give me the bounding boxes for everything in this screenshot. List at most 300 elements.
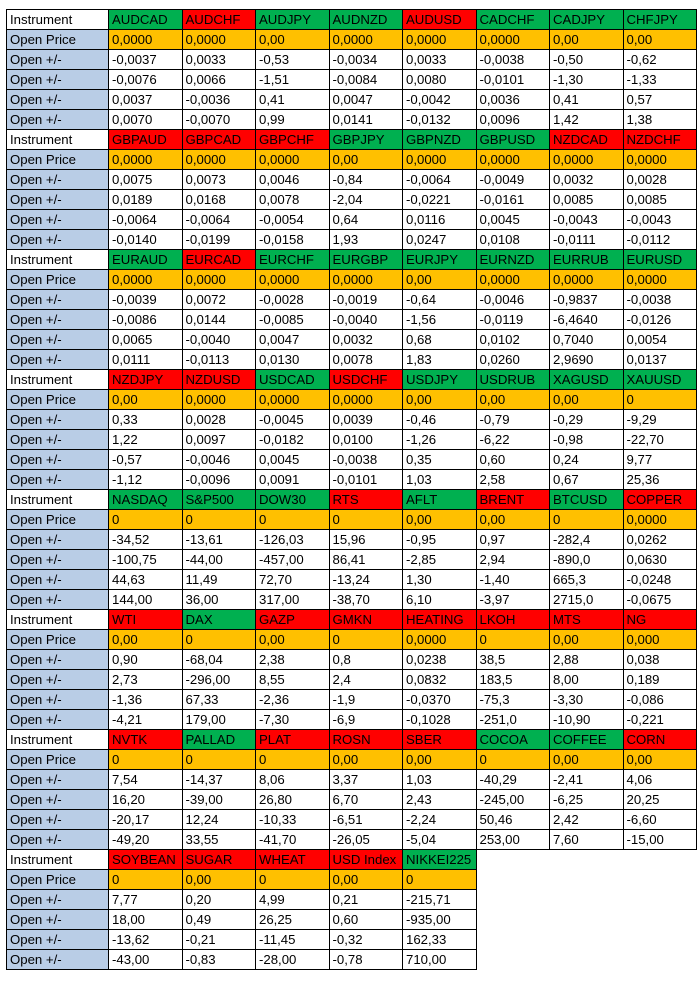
open-price-cell: 0,00 — [550, 390, 624, 410]
instrument-name-cell: EURCAD — [182, 250, 256, 270]
empty-cell — [623, 870, 697, 890]
instrument-name-cell: EURRUB — [550, 250, 624, 270]
open-change-cell: 7,60 — [550, 830, 624, 850]
open-change-cell: 0,0032 — [550, 170, 624, 190]
open-change-row — [7, 70, 697, 90]
row-label-open-price: Open Price — [7, 30, 109, 50]
open-change-cell: 0,41 — [550, 90, 624, 110]
open-price-cell: 0,0000 — [329, 270, 403, 290]
open-change-cell: -296,00 — [182, 670, 256, 690]
open-change-cell: -0,0045 — [256, 410, 330, 430]
open-change-cell: 0,0141 — [329, 110, 403, 130]
row-label-open-change: Open +/- — [7, 190, 109, 210]
open-change-cell: -0,79 — [476, 410, 550, 430]
open-change-cell: -0,0038 — [476, 50, 550, 70]
open-change-row — [7, 330, 697, 350]
open-change-cell: 0,64 — [329, 210, 403, 230]
open-change-cell: -5,04 — [403, 830, 477, 850]
open-price-cell: 0,0000 — [182, 30, 256, 50]
open-price-cell: 0,00 — [329, 750, 403, 770]
instrument-name-cell: GBPUSD — [476, 130, 550, 150]
open-price-cell: 0,0000 — [256, 270, 330, 290]
open-change-cell: -0,64 — [403, 290, 477, 310]
open-change-cell: -6,22 — [476, 430, 550, 450]
open-change-cell: 0,99 — [256, 110, 330, 130]
open-change-row — [7, 470, 697, 490]
open-price-cell: 0 — [182, 630, 256, 650]
open-change-cell: -7,30 — [256, 710, 330, 730]
empty-cell — [623, 930, 697, 950]
row-label-open-change: Open +/- — [7, 930, 109, 950]
open-change-cell: -1,36 — [109, 690, 183, 710]
open-change-row — [7, 910, 697, 930]
open-change-cell: -2,24 — [403, 810, 477, 830]
open-change-cell: 4,99 — [256, 890, 330, 910]
open-change-cell: 67,33 — [182, 690, 256, 710]
open-change-cell: 0,41 — [256, 90, 330, 110]
open-change-cell: -0,221 — [623, 710, 697, 730]
open-change-cell: 0,0102 — [476, 330, 550, 350]
open-change-cell: -38,70 — [329, 590, 403, 610]
instrument-name-cell: EURCHF — [256, 250, 330, 270]
open-change-cell: -0,0248 — [623, 570, 697, 590]
open-change-cell: -26,05 — [329, 830, 403, 850]
open-change-cell: 1,93 — [329, 230, 403, 250]
open-change-cell: 0,0073 — [182, 170, 256, 190]
open-price-cell: 0,00 — [403, 390, 477, 410]
open-change-row — [7, 210, 697, 230]
open-change-cell: -0,086 — [623, 690, 697, 710]
row-label-instrument: Instrument — [7, 730, 109, 750]
row-label-open-price: Open Price — [7, 150, 109, 170]
open-change-cell: 0,7040 — [550, 330, 624, 350]
empty-cell — [550, 870, 624, 890]
open-price-cell: 0,0000 — [550, 270, 624, 290]
open-change-cell: -75,3 — [476, 690, 550, 710]
open-change-cell: 9,77 — [623, 450, 697, 470]
open-change-cell: -4,21 — [109, 710, 183, 730]
open-price-cell: 0,0000 — [623, 270, 697, 290]
row-label-open-change: Open +/- — [7, 70, 109, 90]
open-change-cell: 0,0033 — [403, 50, 477, 70]
open-change-cell: 2,94 — [476, 550, 550, 570]
instrument-name-cell: EURUSD — [623, 250, 697, 270]
open-change-cell: -0,50 — [550, 50, 624, 70]
open-change-cell: -0,0112 — [623, 230, 697, 250]
open-change-cell: -0,0132 — [403, 110, 477, 130]
open-change-cell: -0,0064 — [182, 210, 256, 230]
instrument-name-cell: GBPJPY — [329, 130, 403, 150]
open-change-cell: -10,90 — [550, 710, 624, 730]
open-change-cell: -0,0043 — [623, 210, 697, 230]
empty-cell — [476, 930, 550, 950]
instrument-name-cell: AUDJPY — [256, 10, 330, 30]
instrument-name-cell: NZDUSD — [182, 370, 256, 390]
open-change-cell: 44,63 — [109, 570, 183, 590]
open-change-cell: -0,0076 — [109, 70, 183, 90]
open-price-cell: 0,00 — [403, 270, 477, 290]
open-change-cell: -0,0675 — [623, 590, 697, 610]
open-price-row — [7, 630, 697, 650]
instrument-name-cell: PLAT — [256, 730, 330, 750]
open-change-cell: -1,26 — [403, 430, 477, 450]
instrument-name-cell: GBPAUD — [109, 130, 183, 150]
instrument-name-cell: COPPER — [623, 490, 697, 510]
row-label-open-change: Open +/- — [7, 210, 109, 230]
open-change-row — [7, 530, 697, 550]
open-price-cell: 0 — [256, 750, 330, 770]
open-change-cell: 0,21 — [329, 890, 403, 910]
row-label-open-change: Open +/- — [7, 350, 109, 370]
instrument-header-row — [7, 130, 697, 150]
open-change-cell: -0,0040 — [329, 310, 403, 330]
open-change-cell: -215,71 — [403, 890, 477, 910]
open-change-row — [7, 770, 697, 790]
open-change-row — [7, 830, 697, 850]
row-label-open-change: Open +/- — [7, 290, 109, 310]
open-change-cell: -10,33 — [256, 810, 330, 830]
open-price-cell: 0,0000 — [623, 510, 697, 530]
open-change-cell: -282,4 — [550, 530, 624, 550]
open-price-cell: 0,0000 — [403, 30, 477, 50]
row-label-open-change: Open +/- — [7, 770, 109, 790]
open-change-cell: -1,40 — [476, 570, 550, 590]
row-label-open-change: Open +/- — [7, 650, 109, 670]
instrument-name-cell: COCOA — [476, 730, 550, 750]
open-change-cell: 72,70 — [256, 570, 330, 590]
open-change-cell: -0,84 — [329, 170, 403, 190]
open-change-cell: 0,68 — [403, 330, 477, 350]
open-change-cell: -40,29 — [476, 770, 550, 790]
open-change-cell: -3,97 — [476, 590, 550, 610]
open-change-cell: -0,95 — [403, 530, 477, 550]
open-change-cell: 0,0100 — [329, 430, 403, 450]
open-change-cell: 0,0036 — [476, 90, 550, 110]
open-price-cell: 0 — [109, 870, 183, 890]
open-change-cell: 2,4 — [329, 670, 403, 690]
instrument-name-cell: AUDUSD — [403, 10, 477, 30]
instrument-name-cell: EURAUD — [109, 250, 183, 270]
table-body — [7, 10, 697, 970]
open-change-cell: -100,75 — [109, 550, 183, 570]
row-label-open-change: Open +/- — [7, 470, 109, 490]
open-price-cell: 0,000 — [623, 630, 697, 650]
open-change-cell: 12,24 — [182, 810, 256, 830]
open-change-row — [7, 190, 697, 210]
open-change-cell: 0,0046 — [256, 170, 330, 190]
instrument-name-cell: NG — [623, 610, 697, 630]
open-change-row — [7, 170, 697, 190]
open-price-cell: 0,0000 — [550, 150, 624, 170]
open-change-cell: -14,37 — [182, 770, 256, 790]
open-change-cell: -3,30 — [550, 690, 624, 710]
instrument-name-cell: USDCHF — [329, 370, 403, 390]
open-change-cell: -0,0158 — [256, 230, 330, 250]
open-price-cell: 0,00 — [109, 630, 183, 650]
open-price-row — [7, 30, 697, 50]
open-change-cell: -43,00 — [109, 950, 183, 970]
instrument-name-cell: AUDCAD — [109, 10, 183, 30]
open-price-cell: 0,0000 — [476, 150, 550, 170]
open-change-cell: 0,0832 — [403, 670, 477, 690]
open-change-cell: 0,0028 — [182, 410, 256, 430]
open-change-cell: -0,62 — [623, 50, 697, 70]
open-change-cell: 26,25 — [256, 910, 330, 930]
open-change-cell: 0,0080 — [403, 70, 477, 90]
instrument-name-cell: EURGBP — [329, 250, 403, 270]
open-change-cell: 6,10 — [403, 590, 477, 610]
open-change-cell: 0,0247 — [403, 230, 477, 250]
open-price-cell: 0 — [329, 510, 403, 530]
empty-cell — [623, 950, 697, 970]
open-change-cell: 0,0262 — [623, 530, 697, 550]
row-label-open-change: Open +/- — [7, 410, 109, 430]
open-change-row — [7, 690, 697, 710]
open-change-cell: -34,52 — [109, 530, 183, 550]
open-price-cell: 0,00 — [623, 750, 697, 770]
instrument-name-cell: CORN — [623, 730, 697, 750]
row-label-open-price: Open Price — [7, 270, 109, 290]
open-change-cell: -0,0070 — [182, 110, 256, 130]
row-label-open-change: Open +/- — [7, 910, 109, 930]
instrument-name-cell: USDCAD — [256, 370, 330, 390]
open-price-cell: 0 — [476, 750, 550, 770]
open-change-cell: -0,0199 — [182, 230, 256, 250]
row-label-open-price: Open Price — [7, 390, 109, 410]
open-price-cell: 0,0000 — [182, 150, 256, 170]
open-change-cell: -28,00 — [256, 950, 330, 970]
open-change-cell: 7,54 — [109, 770, 183, 790]
open-change-cell: 0,57 — [623, 90, 697, 110]
instrument-name-cell: XAGUSD — [550, 370, 624, 390]
open-change-cell: 20,25 — [623, 790, 697, 810]
row-label-open-change: Open +/- — [7, 690, 109, 710]
instrument-name-cell: LKOH — [476, 610, 550, 630]
open-change-cell: 0,97 — [476, 530, 550, 550]
open-change-cell: -0,46 — [403, 410, 477, 430]
open-change-cell: -13,24 — [329, 570, 403, 590]
instrument-name-cell: CHFJPY — [623, 10, 697, 30]
open-change-cell: -0,0140 — [109, 230, 183, 250]
open-change-cell: -0,0046 — [182, 450, 256, 470]
row-label-open-change: Open +/- — [7, 110, 109, 130]
open-change-cell: 179,00 — [182, 710, 256, 730]
instrument-name-cell: SOYBEAN — [109, 850, 183, 870]
empty-cell — [476, 950, 550, 970]
row-label-open-change: Open +/- — [7, 830, 109, 850]
open-change-cell: 0,90 — [109, 650, 183, 670]
row-label-open-price: Open Price — [7, 750, 109, 770]
open-change-cell: -0,0111 — [550, 230, 624, 250]
open-change-cell: -9,29 — [623, 410, 697, 430]
instrument-name-cell: RTS — [329, 490, 403, 510]
instrument-name-cell: DAX — [182, 610, 256, 630]
empty-cell — [476, 890, 550, 910]
row-label-instrument: Instrument — [7, 850, 109, 870]
open-change-cell: -13,61 — [182, 530, 256, 550]
open-change-cell: 6,70 — [329, 790, 403, 810]
row-label-open-change: Open +/- — [7, 590, 109, 610]
open-price-cell: 0 — [109, 510, 183, 530]
instrument-name-cell: EURJPY — [403, 250, 477, 270]
open-price-cell: 0,0000 — [329, 390, 403, 410]
open-change-cell: -13,62 — [109, 930, 183, 950]
row-label-open-change: Open +/- — [7, 790, 109, 810]
open-change-cell: 0,0137 — [623, 350, 697, 370]
open-change-cell: -0,29 — [550, 410, 624, 430]
instrument-name-cell: NVTK — [109, 730, 183, 750]
open-change-row — [7, 650, 697, 670]
instrument-name-cell: ROSN — [329, 730, 403, 750]
open-price-cell: 0,0000 — [256, 150, 330, 170]
open-change-cell: -935,00 — [403, 910, 477, 930]
open-change-cell: -68,04 — [182, 650, 256, 670]
open-change-cell: 8,00 — [550, 670, 624, 690]
open-change-cell: 0,0096 — [476, 110, 550, 130]
instrument-name-cell: NZDJPY — [109, 370, 183, 390]
instrument-name-cell: BRENT — [476, 490, 550, 510]
row-label-open-change: Open +/- — [7, 330, 109, 350]
instrument-table — [6, 9, 697, 970]
open-change-cell: 16,20 — [109, 790, 183, 810]
instrument-name-cell: MTS — [550, 610, 624, 630]
open-change-cell: 0,0116 — [403, 210, 477, 230]
row-label-instrument: Instrument — [7, 370, 109, 390]
open-change-cell: -0,21 — [182, 930, 256, 950]
instrument-name-cell: SUGAR — [182, 850, 256, 870]
open-change-row — [7, 290, 697, 310]
open-change-row — [7, 430, 697, 450]
open-change-cell: -0,0038 — [329, 450, 403, 470]
instrument-name-cell: GBPNZD — [403, 130, 477, 150]
instrument-name-cell: USD Index — [329, 850, 403, 870]
open-change-cell: 7,77 — [109, 890, 183, 910]
open-change-cell: 0,0189 — [109, 190, 183, 210]
open-change-cell: -11,45 — [256, 930, 330, 950]
open-change-cell: 665,3 — [550, 570, 624, 590]
open-change-cell: 0,0085 — [550, 190, 624, 210]
empty-cell — [550, 950, 624, 970]
open-change-row — [7, 930, 697, 950]
open-change-cell: -2,04 — [329, 190, 403, 210]
open-change-row — [7, 350, 697, 370]
open-price-cell: 0 — [550, 510, 624, 530]
open-price-cell: 0,0000 — [182, 270, 256, 290]
row-label-instrument: Instrument — [7, 130, 109, 150]
instrument-name-cell: GMKN — [329, 610, 403, 630]
open-change-cell: 15,96 — [329, 530, 403, 550]
instrument-name-cell: AFLT — [403, 490, 477, 510]
open-change-row — [7, 310, 697, 330]
open-change-cell: 710,00 — [403, 950, 477, 970]
open-change-cell: 0,0097 — [182, 430, 256, 450]
open-change-cell: 0,60 — [329, 910, 403, 930]
open-change-row — [7, 410, 697, 430]
open-price-row — [7, 150, 697, 170]
open-change-cell: -41,70 — [256, 830, 330, 850]
open-price-row — [7, 870, 697, 890]
open-change-cell: -245,00 — [476, 790, 550, 810]
open-change-cell: -0,1028 — [403, 710, 477, 730]
open-change-cell: 1,42 — [550, 110, 624, 130]
instrument-name-cell: EURNZD — [476, 250, 550, 270]
open-change-cell: 33,55 — [182, 830, 256, 850]
empty-cell — [476, 870, 550, 890]
empty-cell — [550, 930, 624, 950]
open-change-cell: -6,9 — [329, 710, 403, 730]
open-price-cell: 0 — [109, 750, 183, 770]
open-price-cell: 0,0000 — [476, 270, 550, 290]
instrument-name-cell: SBER — [403, 730, 477, 750]
row-label-open-change: Open +/- — [7, 550, 109, 570]
instrument-name-cell: PALLAD — [182, 730, 256, 750]
instrument-name-cell: WHEAT — [256, 850, 330, 870]
open-change-cell: -0,0042 — [403, 90, 477, 110]
open-change-cell: 0,0072 — [182, 290, 256, 310]
open-change-cell: 2,73 — [109, 670, 183, 690]
open-change-cell: 0,8 — [329, 650, 403, 670]
open-change-cell: 2,88 — [550, 650, 624, 670]
open-change-cell: -0,0034 — [329, 50, 403, 70]
open-change-row — [7, 50, 697, 70]
open-change-cell: -0,53 — [256, 50, 330, 70]
open-change-cell: 1,03 — [403, 470, 477, 490]
open-change-cell: 183,5 — [476, 670, 550, 690]
instrument-name-cell: NIKKEI225 — [403, 850, 477, 870]
open-change-cell: 144,00 — [109, 590, 183, 610]
open-price-cell: 0,0000 — [109, 150, 183, 170]
open-change-row — [7, 810, 697, 830]
open-change-cell: 1,38 — [623, 110, 697, 130]
row-label-open-change: Open +/- — [7, 450, 109, 470]
open-change-row — [7, 670, 697, 690]
open-price-cell: 0 — [403, 870, 477, 890]
open-change-row — [7, 230, 697, 250]
instrument-name-cell: XAUUSD — [623, 370, 697, 390]
open-change-cell: -15,00 — [623, 830, 697, 850]
open-price-cell: 0,00 — [109, 390, 183, 410]
open-change-cell: 0,038 — [623, 650, 697, 670]
empty-cell — [550, 850, 624, 870]
open-change-cell: -1,51 — [256, 70, 330, 90]
open-change-cell: -0,0101 — [476, 70, 550, 90]
open-change-cell: 0,0108 — [476, 230, 550, 250]
open-change-row — [7, 790, 697, 810]
open-price-cell: 0,0000 — [403, 630, 477, 650]
row-label-open-change: Open +/- — [7, 90, 109, 110]
open-change-cell: 2,58 — [476, 470, 550, 490]
open-change-cell: 0,0039 — [329, 410, 403, 430]
open-change-row — [7, 450, 697, 470]
instrument-name-cell: GAZP — [256, 610, 330, 630]
open-price-cell: 0,00 — [256, 30, 330, 50]
open-change-cell: -2,41 — [550, 770, 624, 790]
open-price-cell: 0,0000 — [623, 150, 697, 170]
instrument-name-cell: DOW30 — [256, 490, 330, 510]
open-change-cell: 0,0091 — [256, 470, 330, 490]
open-change-cell: 0,0075 — [109, 170, 183, 190]
instrument-header-row — [7, 610, 697, 630]
open-price-row — [7, 750, 697, 770]
open-change-cell: 11,49 — [182, 570, 256, 590]
open-change-cell: -0,0054 — [256, 210, 330, 230]
open-change-cell: -39,00 — [182, 790, 256, 810]
open-change-cell: -0,0046 — [476, 290, 550, 310]
open-change-cell: 0,0045 — [476, 210, 550, 230]
empty-cell — [623, 890, 697, 910]
empty-cell — [476, 850, 550, 870]
open-change-cell: 1,30 — [403, 570, 477, 590]
